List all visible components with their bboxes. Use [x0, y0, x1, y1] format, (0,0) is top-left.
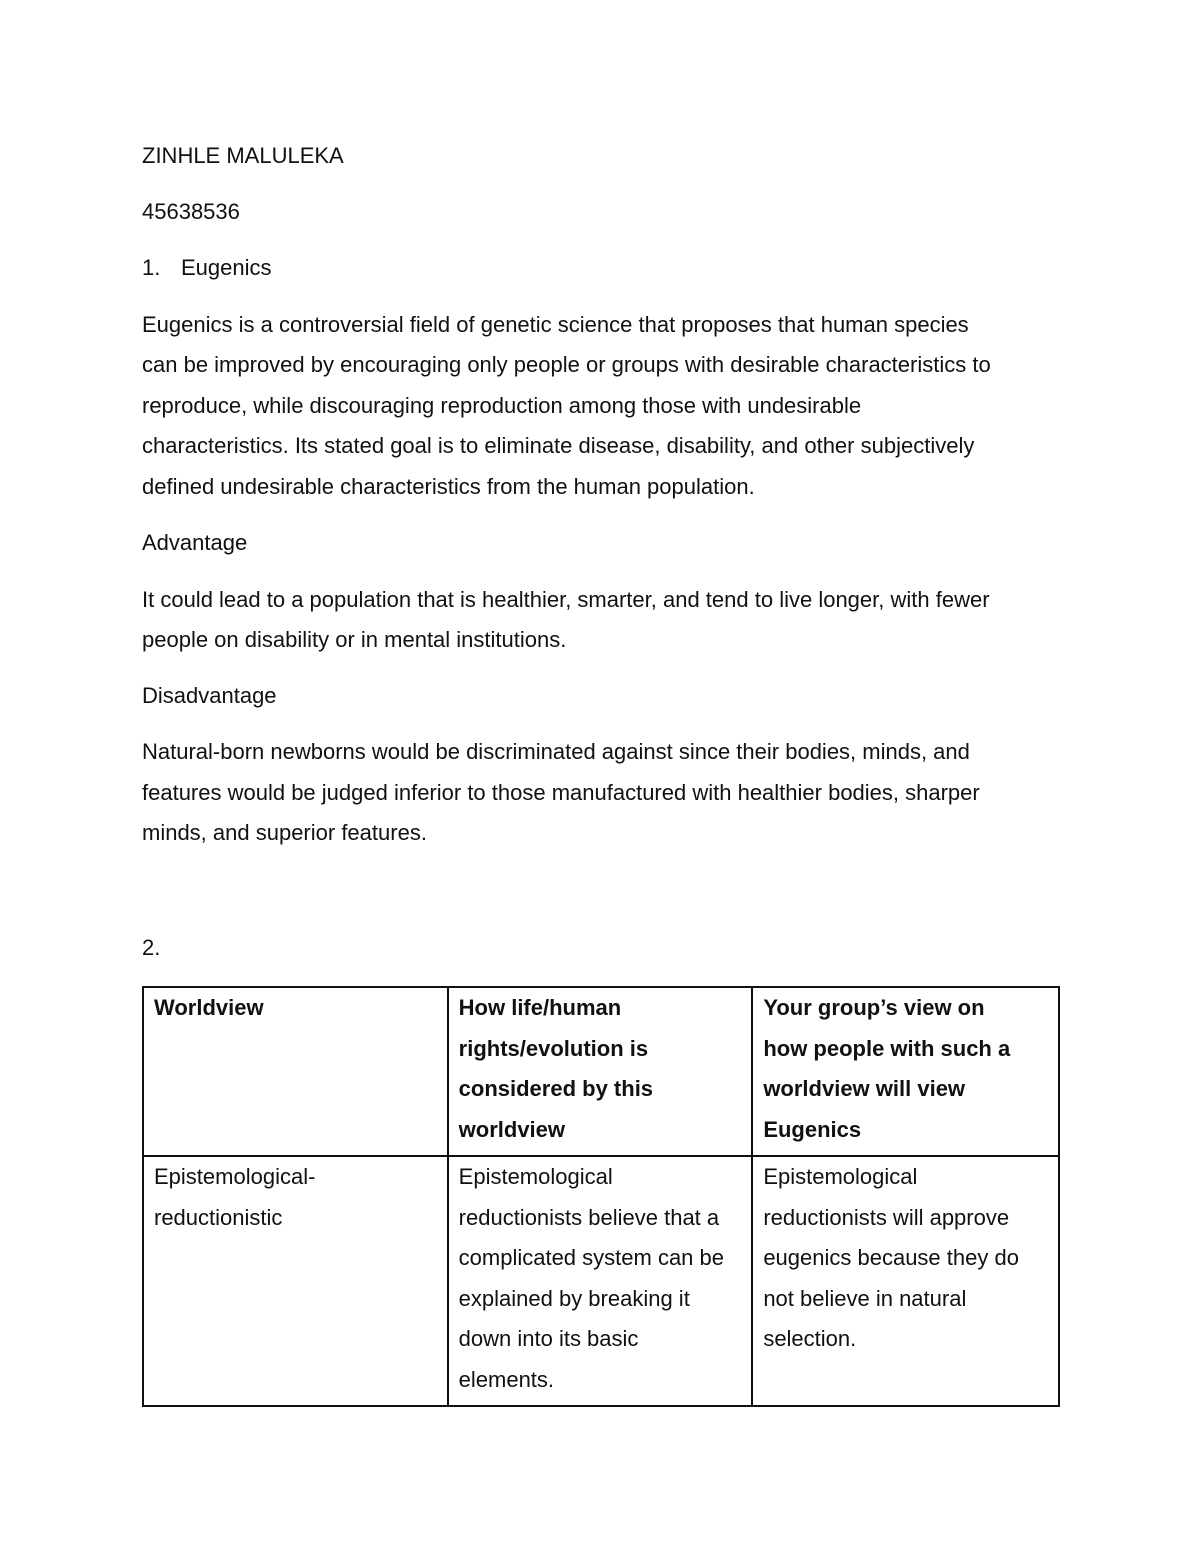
- advantage-heading: Advantage: [142, 530, 248, 555]
- cell-line: elements.: [458, 1366, 555, 1392]
- cell-line: Epistemological: [458, 1164, 613, 1189]
- student-name: ZINHLE MALULEKA: [142, 143, 344, 168]
- disadvantage-line: minds, and superior features.: [142, 820, 427, 845]
- section-1-title: Eugenics: [181, 255, 272, 280]
- cell-line: reductionists will approve: [763, 1204, 1010, 1230]
- disadvantage-heading: Disadvantage: [142, 683, 277, 708]
- cell-how-considered: [448, 1156, 753, 1406]
- cell-line: considered by this: [458, 1076, 654, 1101]
- section-1-number: 1.: [142, 255, 161, 280]
- cell-line: Epistemological: [763, 1164, 918, 1189]
- cell-line: reductionists believe that a: [458, 1204, 720, 1230]
- cell-line: complicated system can be: [458, 1245, 724, 1270]
- cell-line: how people with such a: [763, 1035, 1011, 1061]
- advantage-line: It could lead to a population that is healthier, smarter, and tend to live longer, with fewer: [142, 587, 990, 612]
- cell-line: reductionistic: [154, 1204, 283, 1230]
- disadvantage-line: features would be judged inferior to those manufactured with healthier bodies, sharper: [142, 780, 980, 805]
- header-cell-group-view: [752, 987, 1059, 1156]
- header-cell-worldview: [143, 987, 448, 1156]
- cell-line: How life/human: [458, 995, 622, 1020]
- table-row: [143, 1156, 1059, 1406]
- cell-line: worldview: [458, 1116, 566, 1142]
- definition-line: reproduce, while discouraging reproduction among those with undesirable: [142, 393, 862, 418]
- cell-line: explained by breaking it: [458, 1285, 690, 1311]
- table-header-row: [143, 987, 1059, 1156]
- disadvantage-line: Natural-born newborns would be discriminated against since their bodies, minds, and: [142, 739, 970, 764]
- definition-line: can be improved by encouraging only people or groups with desirable characteristics to: [142, 352, 991, 377]
- definition-line: defined undesirable characteristics from the human population.: [142, 474, 755, 499]
- header-cell-how-considered: [448, 987, 753, 1156]
- cell-line: rights/evolution is: [458, 1035, 649, 1061]
- cell-line: selection.: [763, 1326, 857, 1351]
- worldview-table: [142, 986, 1060, 1407]
- cell-line: eugenics because they do: [763, 1245, 1019, 1270]
- student-number: 45638536: [142, 199, 240, 224]
- cell-line: down into its basic: [458, 1326, 639, 1351]
- cell-line: Worldview: [154, 995, 264, 1020]
- cell-worldview: [143, 1156, 448, 1406]
- cell-line: Your group’s view on: [763, 995, 985, 1020]
- cell-line: not believe in natural: [763, 1285, 967, 1311]
- section-2-number: 2.: [142, 935, 161, 960]
- cell-line: Epistemological-: [154, 1164, 316, 1189]
- definition-line: characteristics. Its stated goal is to eliminate disease, disability, and other subjectively: [142, 433, 975, 458]
- cell-line: Eugenics: [763, 1116, 862, 1142]
- definition-line: Eugenics is a controversial field of genetic science that proposes that human species: [142, 312, 969, 337]
- cell-line: worldview will view: [763, 1076, 966, 1101]
- cell-group-view: [752, 1156, 1059, 1406]
- advantage-line: people on disability or in mental institutions.: [142, 627, 567, 652]
